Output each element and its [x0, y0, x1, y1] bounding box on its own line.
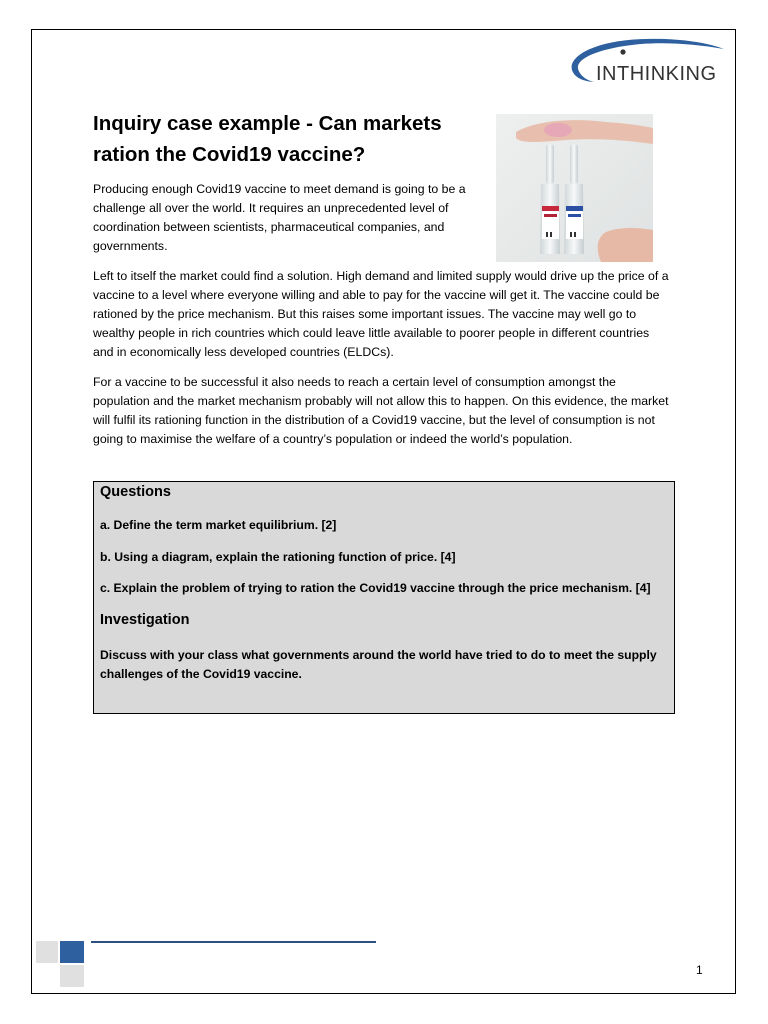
questions-heading: Questions — [100, 484, 171, 500]
investigation-heading: Investigation — [100, 612, 190, 628]
paragraph-market: Left to itself the market could find a solution. High demand and limited supply would drive up the price of a vaccine to a level where everyone willing and able to pay for the vaccine will get it. The vaccine could be rationed by the price mechanism. But this raises some important issues. The vaccine may well go to wealthy people in rich countries which could leave little available to poorer people in different countries and in economically less developed countries (ELDCs). — [93, 269, 669, 359]
page-number: 1 — [696, 963, 703, 977]
footer-square-blue — [60, 941, 84, 963]
question-a: a. Define the term market equilibrium. [2] — [100, 518, 337, 532]
footer-divider — [91, 941, 376, 943]
questions-box — [93, 481, 675, 714]
page-title: Inquiry case example - Can markets ration the Covid19 vaccine? — [93, 112, 442, 166]
vaccine-ampoules-photo — [496, 114, 653, 262]
question-c: c. Explain the problem of trying to ration the Covid19 vaccine through the price mechanism. [4] — [100, 581, 651, 595]
footer-square-light-2 — [60, 965, 84, 987]
logo-text: INTHINKING — [596, 63, 717, 85]
footer-square-light — [36, 941, 58, 963]
inthinking-logo — [566, 36, 726, 88]
paragraph-consumption: For a vaccine to be successful it also needs to reach a certain level of consumption amongst the population and the market mechanism probably will not allow this to happen. On this evidence, the market will fulfil its rationing function in the distribution of a Covid19 vaccine, but the level of consumption is not going to maximise the welfare of a country’s population or indeed the world’s population. — [93, 375, 669, 446]
paragraph-intro: Producing enough Covid19 vaccine to meet demand is going to be a challenge all over the world. It requires an unprecedented level of coordination between scientists, pharmaceutical companies, and governments. — [93, 182, 466, 253]
question-b: b. Using a diagram, explain the rationing function of price. [4] — [100, 550, 456, 564]
investigation-text: Discuss with your class what governments around the world have tried to do to meet the supply challenges of the Covid19 vaccine. — [100, 648, 657, 681]
